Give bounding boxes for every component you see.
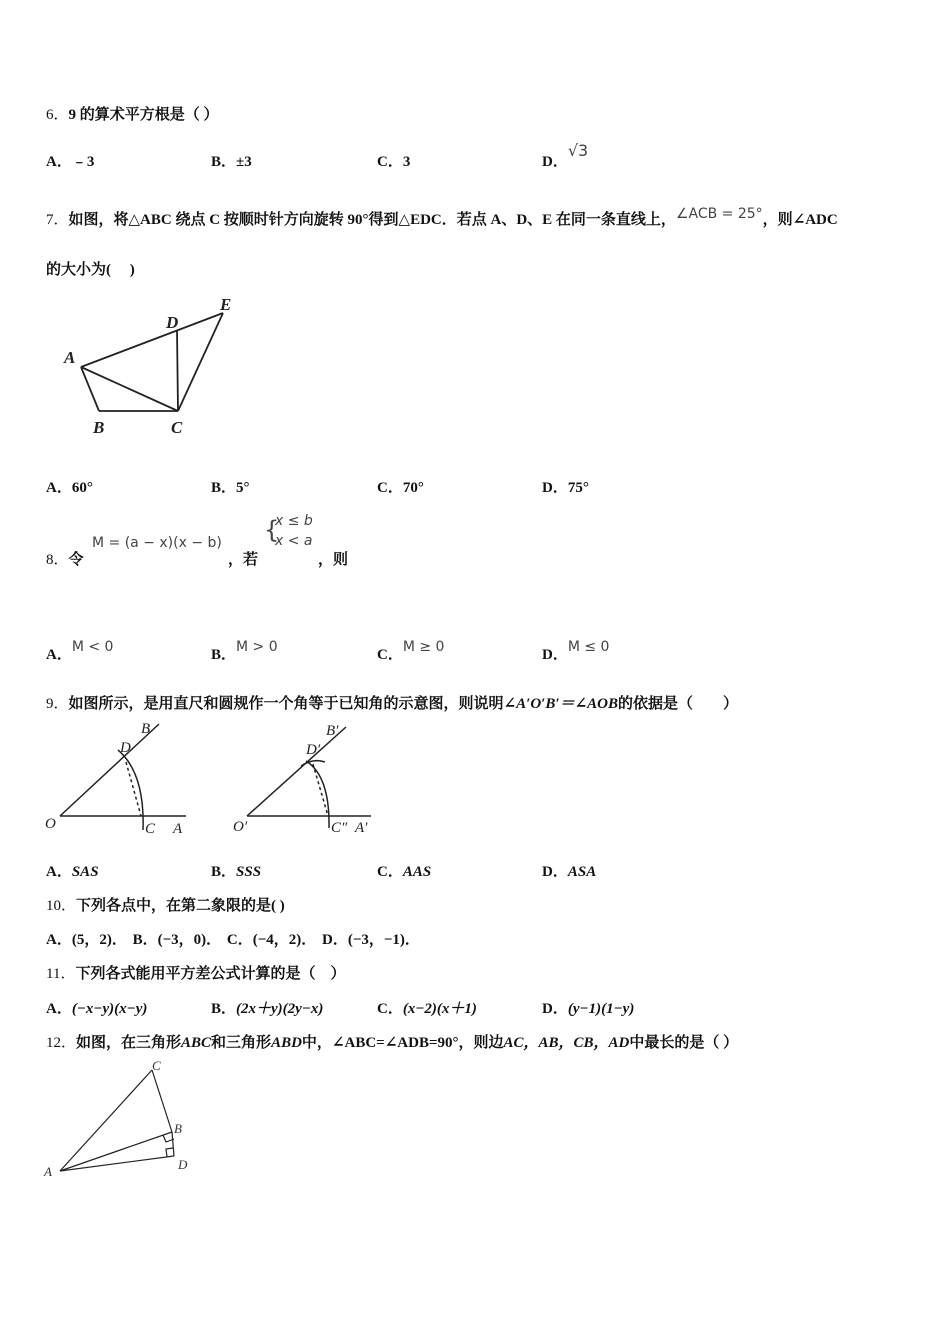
q8-system-line1: x ≤ b (275, 513, 313, 529)
q12-line-ad (60, 1156, 174, 1171)
q9-fig2-arc (306, 761, 329, 828)
q11-option-d[interactable]: D．(y−1)(1−y) (542, 1001, 635, 1017)
q9-fig2-label-o: O′ (233, 819, 248, 835)
q10-options[interactable]: A．(5，2)． B．(−3，0)． C．(−4，2)． D．(−3，−1)． (46, 932, 420, 948)
q9-fig2-label-a: A′ (355, 820, 368, 836)
q7-text-line2: 的大小为( ) (46, 262, 135, 278)
q7-label-a: A (64, 348, 76, 367)
q12-label-b: B (174, 1121, 182, 1136)
q11-option-c[interactable]: C．(x−2)(x＋1) (377, 1001, 477, 1017)
q9-fig1-label-o: O (45, 816, 56, 832)
q12-math: ∠ABC=∠ADB=90° (331, 1035, 459, 1051)
q9-figure-2 (225, 718, 385, 843)
q9-fig1-label-c: C (145, 821, 156, 837)
q7-stem (46, 208, 838, 229)
q9-fig1-ray-ob (60, 724, 159, 816)
q9-fig1-arc (118, 750, 143, 830)
q7-label-d: D (166, 313, 179, 332)
q12-right-angle-d (166, 1148, 173, 1157)
q12-label-a: A (44, 1164, 52, 1179)
q8-text-3: ，则 (318, 552, 349, 568)
q9-fig1-label-d: D (120, 740, 131, 756)
q9-fig2-label-c: C″ (331, 820, 348, 836)
q6-number: 6． (46, 107, 69, 123)
q12-text-5: 中最长的是（ ） (629, 1035, 739, 1051)
q8-number: 8． (46, 552, 69, 568)
q11-option-b[interactable]: B．(2x＋y)(2y−x) (211, 1001, 324, 1017)
q11-text: 下列各式能用平方差公式计算的是（ ） (75, 966, 346, 982)
q9-fig2-label-d: D′ (306, 742, 321, 758)
q9-fig1-label-a: A (173, 821, 183, 837)
q8-system-line2: x < a (275, 533, 313, 549)
q9-option-a[interactable]: A．SAS (46, 864, 99, 880)
q6-option-b[interactable]: B．±3 (211, 154, 252, 170)
q12-sides: AC，AB，CB，AD (503, 1035, 630, 1051)
q12-abd: ABD (271, 1035, 302, 1051)
q12-label-d: D (178, 1157, 188, 1172)
q12-number: 12． (46, 1035, 77, 1051)
q9-text-1: 如图所示，是用直尺和圆规作一个角等于已知角的示意图，则说明 (68, 696, 504, 712)
q12-line-ab (60, 1132, 172, 1171)
q7-option-d[interactable]: D．75° (542, 480, 589, 496)
q6-text: 9 的算术平方根是（ ） (68, 107, 219, 123)
q7-figure (55, 290, 255, 440)
q8-option-c[interactable]: C．M ≥ 0 (377, 639, 445, 663)
q12-figure (40, 1058, 210, 1183)
q6-option-c[interactable]: C．3 (377, 154, 411, 170)
q9-option-b[interactable]: B．SSS (211, 864, 262, 880)
q6-option-a[interactable]: A．﹣3 (46, 154, 95, 170)
q12-line-cb (152, 1070, 172, 1132)
q12-line-ac (60, 1070, 152, 1171)
q8-math-m: M = (a − x)(x − b) (92, 535, 222, 551)
q8-text-1: 令 (68, 552, 84, 568)
q6-option-d[interactable]: D．√3 (542, 141, 589, 170)
q9-fig2-label-b: B′ (326, 723, 339, 739)
q8-stem (46, 548, 84, 569)
q9-fig1-label-b: B (141, 721, 151, 737)
q8-inequality-system (264, 513, 324, 551)
q12-label-c: C (152, 1058, 161, 1073)
q12-abc: ABC (181, 1035, 212, 1051)
q10-text: 下列各点中，在第二象限的是( ) (76, 898, 285, 914)
q7-line-dc (177, 330, 178, 411)
q12-text-2: 和三角形 (211, 1035, 272, 1051)
q10-number: 10． (46, 898, 77, 914)
q11-option-a[interactable]: A．(−x−y)(x−y) (46, 1001, 148, 1017)
q9-option-c[interactable]: C．AAS (377, 864, 432, 880)
q8-option-b[interactable]: B．M > 0 (211, 639, 278, 663)
q9-option-d[interactable]: D．ASA (542, 864, 597, 880)
q8-text-2: ，若 (228, 552, 259, 568)
q7-math-angle: ∠ACB = 25° (675, 206, 763, 222)
q9-math: ∠A′O′B′＝∠AOB (503, 696, 619, 712)
q9-stem (46, 692, 738, 713)
q12-text-1: 如图，在三角形 (76, 1035, 182, 1051)
q6-stem (46, 103, 219, 124)
q7-label-c: C (171, 418, 183, 437)
q12-text-4: ，则边 (458, 1035, 504, 1051)
q7-text-1: 如图，将△ABC 绕点 C 按顺时针方向旋转 90°得到△EDC．若点 A、D、E 在同一条直线上， (68, 212, 676, 228)
q9-figure-1 (40, 718, 200, 843)
q7-label-e: E (220, 295, 232, 314)
q8-option-d[interactable]: D．M ≤ 0 (542, 639, 610, 663)
q11-stem (46, 962, 345, 983)
q10-stem (46, 894, 285, 915)
q12-stem (46, 1031, 738, 1052)
q7-option-c[interactable]: C．70° (377, 480, 424, 496)
q12-text-3: 中， (301, 1035, 332, 1051)
q9-number: 9． (46, 696, 69, 712)
q7-number: 7． (46, 212, 69, 228)
q7-option-a[interactable]: A．60° (46, 480, 93, 496)
q9-fig2-ray-ob (247, 727, 346, 816)
q8-option-a[interactable]: A．M < 0 (46, 639, 114, 663)
q9-text-2: 的依据是（ ） (618, 696, 739, 712)
q7-label-b: B (93, 418, 105, 437)
q7-option-b[interactable]: B．5° (211, 480, 250, 496)
q7-text-2: ，则∠ADC (762, 212, 838, 228)
q8-brace: { (264, 516, 280, 544)
q11-number: 11． (46, 966, 76, 982)
